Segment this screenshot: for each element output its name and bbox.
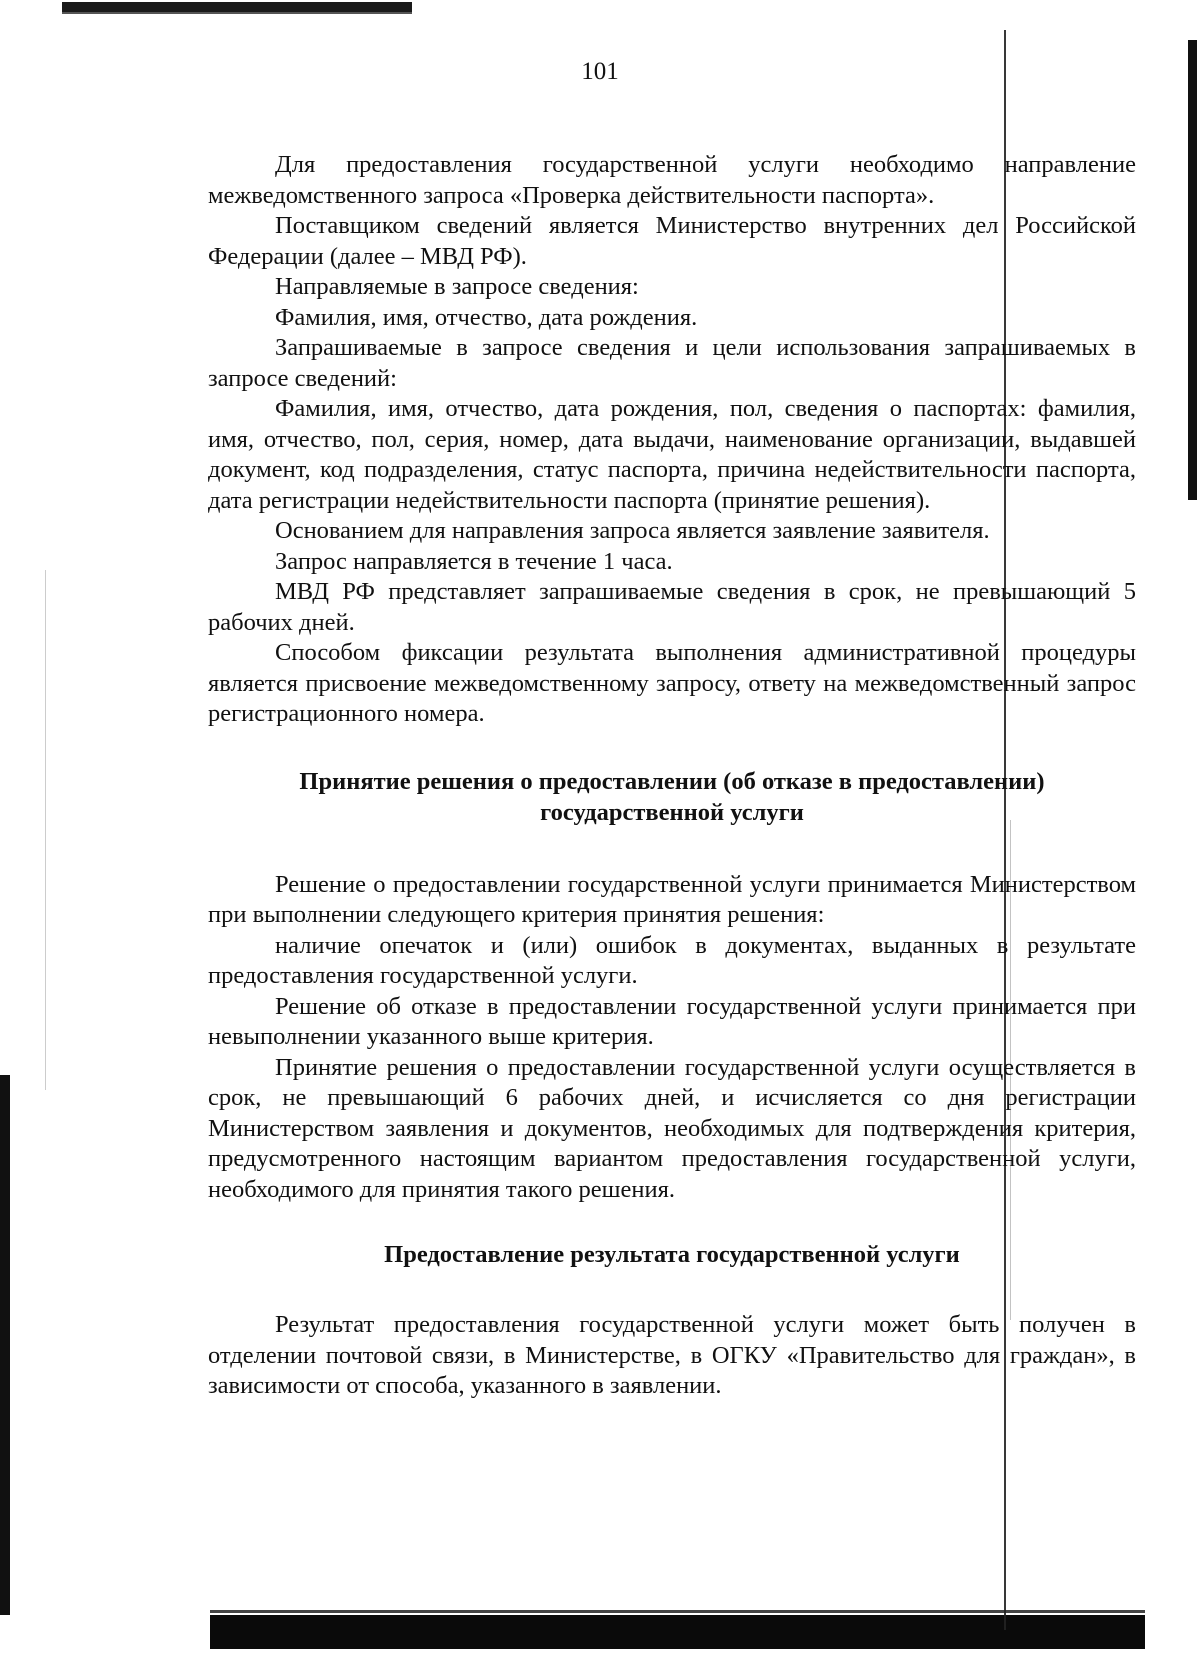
paragraph: Запрос направляется в течение 1 часа. [275, 547, 673, 575]
paragraph: Основанием для направления запроса является заявление заявителя. [275, 517, 990, 544]
paragraph: Фамилия, имя, отчество, дата рождения, пол, сведения о паспортах: фамилия, имя, отчество, пол, серия, номер, дата выдачи, наименование организации, выдавшей документ, код подразделения, статус паспорта, причина недействительности паспорта, дата регистрации недействительности паспорта (принятие решения). [208, 395, 1136, 514]
paragraph: Способом фиксации результата выполнения административной процедуры является присвоение межведомственному запросу, ответу на межведомственный запрос регистрационного номера. [208, 639, 1136, 727]
scan-edge-left [0, 1075, 10, 1615]
paragraph: Принятие решения о предоставлении государственной услуги осуществляется в срок, не превышающий 6 рабочих дней, и исчисляется со дня регистрации Министерством заявления и документов, необходимых для подтверждения критерия, предусмотренного настоящим вариантом предоставления государственной услуги, необходимого для принятия такого решения. [208, 1053, 1136, 1203]
scan-edge-right [1188, 40, 1197, 500]
section-heading: Предоставление результата государственной услуги [384, 1241, 960, 1268]
scan-edge-top-line [62, 12, 412, 14]
paragraph: МВД РФ представляет запрашиваемые сведения в срок, не превышающий 5 рабочих дней. [208, 578, 1136, 636]
paragraph: Решение об отказе в предоставлении государственной услуги принимается при невыполнении указанного выше критерия. [208, 992, 1136, 1050]
paragraph: Результат предоставления государственной услуги может быть получен в отделении почтовой связи, в Министерстве, в ОГКУ «Правительство для граждан», в зависимости от способа, указанного в заявлении. [208, 1311, 1136, 1399]
paragraph: Фамилия, имя, отчество, дата рождения. [275, 303, 698, 331]
paragraph: Для предоставления государственной услуги необходимо направление межведомственного запроса «Проверка действительности паспорта». [208, 151, 1136, 209]
section-heading-line: государственной услуги [540, 798, 804, 826]
section-heading-line: Принятие решения о предоставлении (об отказе в предоставлении) [299, 767, 1045, 795]
document-body [208, 150, 1136, 1402]
paragraph: наличие опечаток и (или) ошибок в документах, выданных в результате предоставления государственной услуги. [208, 931, 1136, 989]
section-heading [208, 766, 1136, 828]
paragraph: Направляемые в запросе сведения: [275, 273, 639, 300]
paragraph: Запрашиваемые в запросе сведения и цели использования запрашиваемых в запросе сведений: [208, 334, 1136, 392]
scan-artifact-line [45, 570, 46, 1090]
paragraph: Решение о предоставлении государственной услуги принимается Министерством при выполнении следующего критерия принятия решения: [208, 870, 1136, 928]
page-number: 101 [581, 58, 619, 85]
paragraph: Поставщиком сведений является Министерство внутренних дел Российской Федерации (далее – МВД РФ). [208, 212, 1136, 270]
